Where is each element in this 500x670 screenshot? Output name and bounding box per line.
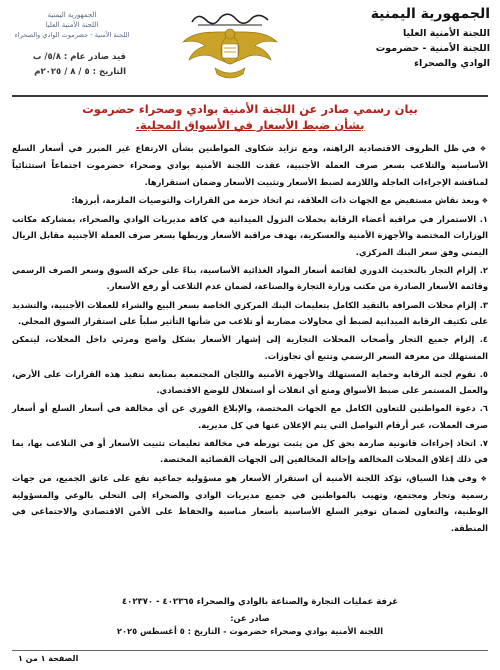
closing-paragraph: ❖ وفي هذا السياق، تؤكد اللجنة الأمنية أن استقرار الأسعار هو مسؤولية جماعية تقع على عاتق الجميع، من جهات رسمية وتجار ومجتمع، وتهيب بالمواطنين في جميع مديريات الوادي والصحراء إلى التحلي بالوعي والمسؤولية الوطنية، والتعاون لضمان توفير السلع الأساسية بأسعار مناسبة والحفاظ على الأمن الاقتصادي والاجتماعي في المنطقة. [12, 470, 488, 536]
decision-item: ١. الاستمرار في مراقبة أعضاء الرقابة بحملات النزول الميدانية في كافة مديريات الوادي والصحراء، بمشاركة مكاتب الوزارات المختصة والأجهزة الأمنية والعسكرية، بهدف مراقبة الأسعار وربطها بسعر صرف العملة الأجنبية مقابل الريال اليمني وفق سعر البنك المركزي. [12, 214, 488, 257]
issuer-block [0, 612, 500, 638]
reference-number: قيد صادر عام : ٥/٨/ ب [32, 52, 126, 62]
footer-divider [12, 650, 488, 651]
issuer-name: اللجنة الأمنية بوادي وصحراء حضرموت - التاريخ : ٥ أغسطس ٢٠٢٥ [116, 626, 384, 636]
statement-body [12, 140, 488, 538]
decision-item: ٤. إلزام جميع التجار وأصحاب المحلات التجارية إلى إشهار الأسعار بشكل واضح ومرئي داخل المحلات، ليتمكن المستهلك من معرفة السعر الرسمي وتتبع أي تجاوزات. [12, 334, 488, 361]
operations-room-line: غرفة عمليات التجارة والصناعة بالوادي والصحراء ٤٠٢٣٦٥ - ٤٠٢٣٧٠ [121, 597, 399, 607]
page-number: الصفحة ١ من ١ [18, 654, 79, 663]
decision-item: ٧. اتخاذ إجراءات قانونية صارمة بحق كل من يثبت تورطه في مخالفة تعليمات تثبيت الأسعار أو في التلاعب بها، بما في ذلك إغلاق المحلات المخالفة وإحالة المخالفين إلى الجهات القضائية المختصة. [12, 438, 488, 465]
left-state-name: الجمهورية اليمنية [47, 11, 97, 19]
decision-item: ٢. إلزام التجار بالتحديث الدوري لقائمة أسعار المواد الغذائية الأساسية، بناءً على حركة السوق وسعر الصرف الرسمي وقائمة الأسعار الصادرة من مكتب وزارة التجارة والصناعة، لضمان عدم التلاعب أو رفع الأسعار. [12, 265, 488, 292]
decision-item: ٥. تقوم لجنة الرقابة وحماية المستهلك والأجهزة الأمنية واللجان المجتمعية بمتابعة تنفيذ هذه القرارات على الأرض، والعمل المستمر على ضبط الأسواق ومنع أي انفلات أو استغلال للوضع الاقتصادي. [12, 368, 488, 396]
left-committee-supreme: اللجنة الأمنية العليا [45, 21, 99, 29]
header-divider [12, 95, 488, 97]
committee-local: اللجنة الأمنية - حضرموت [375, 43, 490, 54]
decision-item: ٦. دعوة المواطنين للتعاون الكامل مع الجهات المختصة، والإبلاغ الفوري عن أي مخالفة في أسعار السلع أو أسعار صرف العملات، عبر أرقام التواصل التي يتم الإعلان عنها في كل مديرية. [12, 403, 488, 430]
statement-title: بيان رسمي صادر عن اللجنة الأمنية بوادي وصحراء حضرموت [82, 102, 418, 116]
basmala-calligraphy [188, 6, 272, 30]
issued-by-label: صادر عن: [230, 613, 270, 623]
header-left-block [12, 10, 132, 80]
region-name: الوادي والصحراء [414, 58, 490, 69]
header-right-block [340, 6, 490, 71]
intro-decisions: ❖ وبعد نقاش مستفيض مع الجهات ذات العلاقة، تم اتخاذ حزمة من القرارات والتوصيات الملزمة، أبرزها: [12, 192, 488, 209]
committee-supreme: اللجنة الأمنية العليا [402, 28, 490, 39]
statement-subtitle: بشأن ضبط الأسعار في الأسواق المحلية. [135, 118, 365, 132]
state-name: الجمهورية اليمنية [370, 6, 490, 22]
intro-paragraph: ❖ في ظل الظروف الاقتصادية الراهنة، ومع تزايد شكاوى المواطنين بشأن الارتفاع غير المبرر في أسعار السلع الأساسية والتلاعب بسعر صرف العملة الأجنبية، عقدت اللجنة الأمنية بوادي وصحراء حضرموت اجتماعاً استثنائياً لمناقشة الإجراءات العاجلة واللازمة لضبط الأسعار وتثبيت الأسعار وضمان استقرارها. [12, 140, 488, 190]
decision-item: ٣. إلزام محلات الصرافة بالتقيد الكامل بتعليمات البنك المركزي الخاصة بسعر البيع والشراء للعملات الأجنبية، والتشديد على تكثيف الرقابة الميدانية لضبط أي محاولات مضاربة أو تلاعب من شأنها التأثير سلباً على استقرار السوق المحلي. [12, 299, 488, 326]
left-committee-local: اللجنة الأمنية - حضرموت الوادي والصحراء [14, 31, 130, 39]
issue-date: التاريخ : ٥ / ٨ / ٢٠٢٥م [34, 67, 126, 77]
